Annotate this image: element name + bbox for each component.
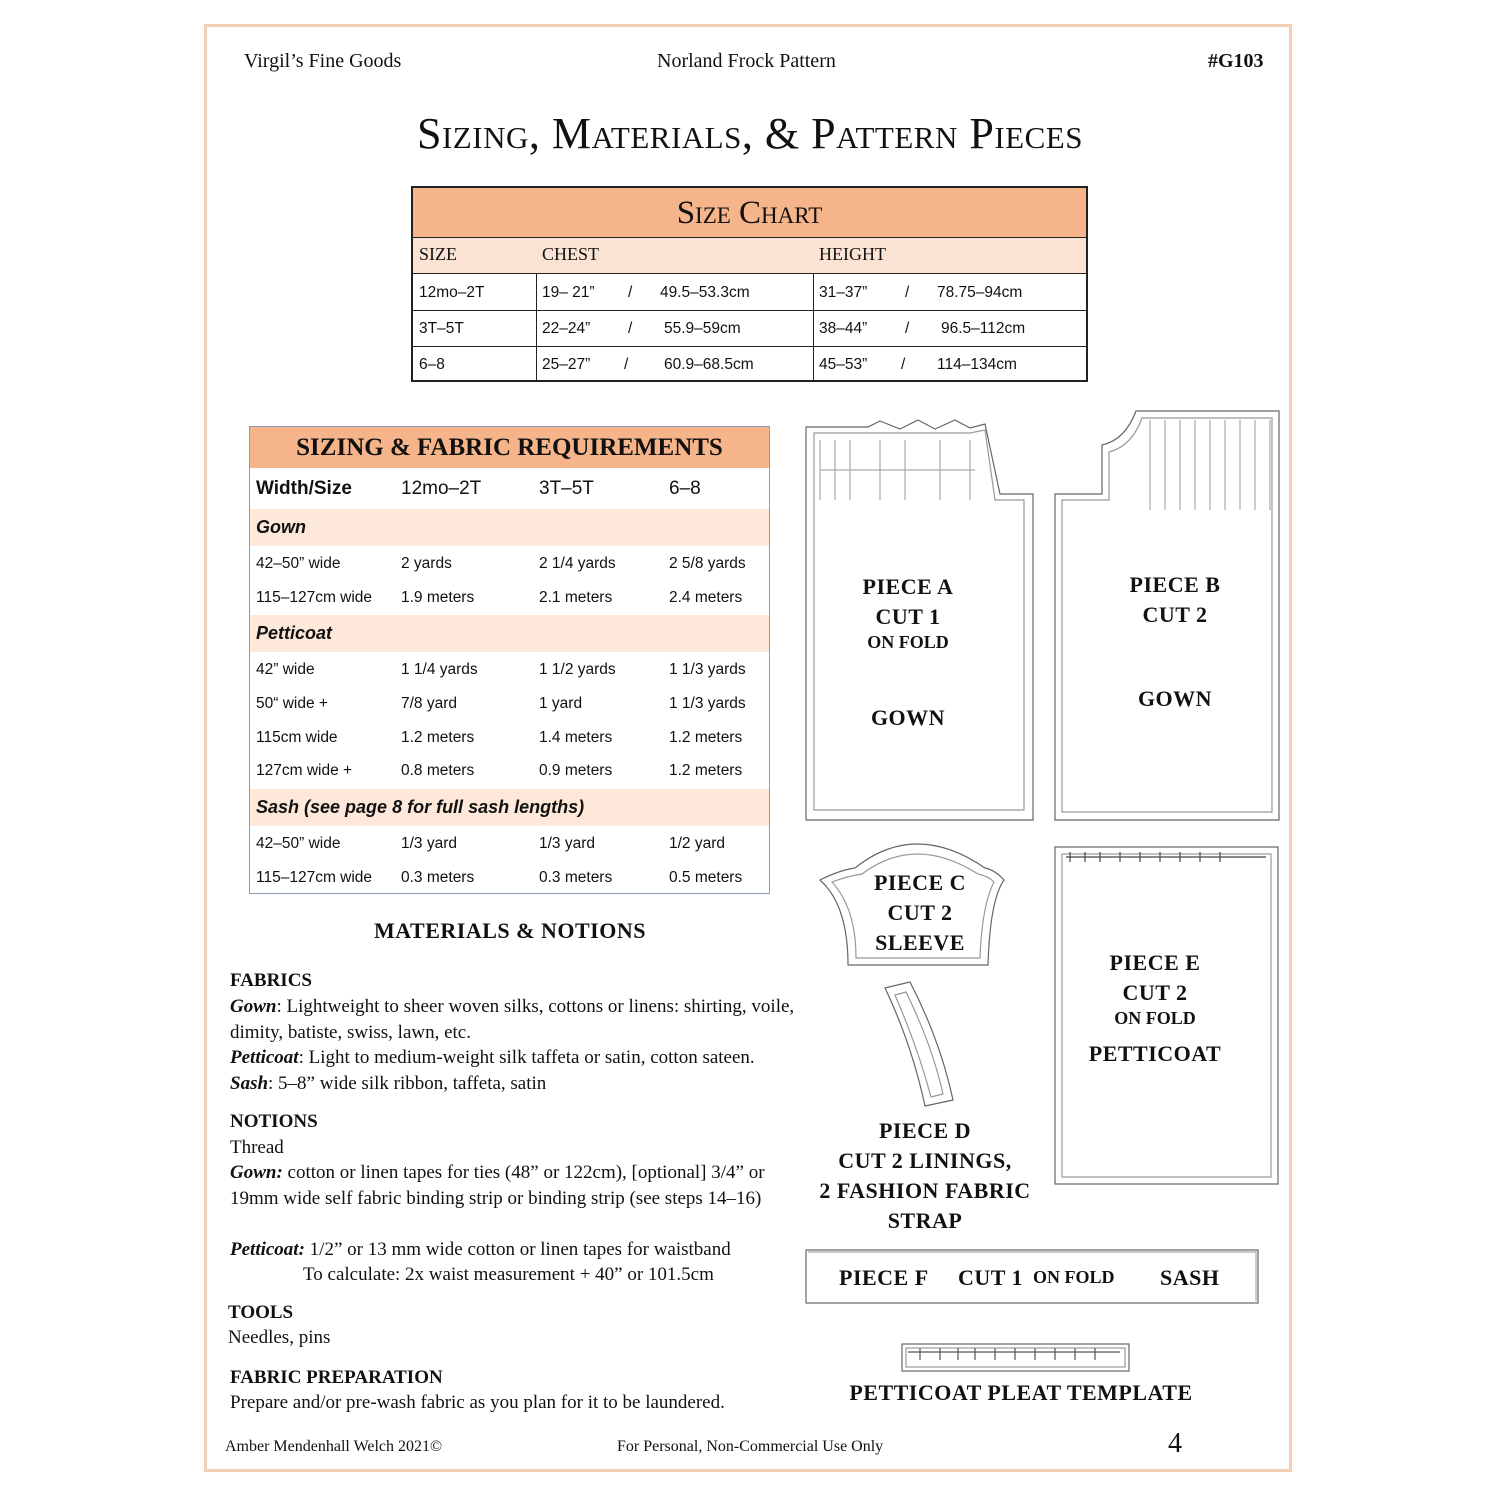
value-cell: 1/3 yard	[539, 835, 596, 852]
value-cell: 0.3 meters	[401, 869, 475, 886]
size-cell: 6–8	[419, 356, 445, 373]
height-in-cell: 45–53”	[819, 356, 868, 373]
width-cell: 50“ wide +	[256, 695, 328, 712]
value-cell: 1/2 yard	[669, 835, 726, 852]
value-cell: 1.9 meters	[401, 589, 475, 606]
chest-cm-cell: 60.9–68.5cm	[664, 356, 754, 373]
value-cell: 1 1/4 yards	[401, 661, 478, 678]
height-in-cell: 38–44”	[819, 320, 868, 337]
piece-a-garment: GOWN	[870, 705, 946, 730]
notions-gown-label: Gown:	[230, 1162, 283, 1183]
pleat-template-outline	[902, 1344, 1129, 1371]
piece-a-name: PIECE A	[862, 574, 954, 599]
chest-in-cell: 25–27”	[542, 356, 591, 373]
value-cell: 1/3 yard	[401, 835, 458, 852]
header-size-1: 12mo–2T	[401, 478, 482, 499]
notions-petticoat-text: 1/2” or 13 mm wide cotton or linen tapes for waistband	[304, 1239, 731, 1260]
prep-text: Prepare and/or pre-wash fabric as you plan for it to be laundered.	[230, 1392, 725, 1413]
height-cm-cell: 78.75–94cm	[937, 284, 1023, 301]
piece-c-cut: CUT 2	[887, 900, 953, 925]
separator: /	[901, 356, 906, 373]
page-number: 4	[1168, 1428, 1182, 1459]
piece-f-garment: SASH	[1160, 1265, 1220, 1290]
pattern-name: Norland Frock Pattern	[657, 50, 836, 72]
size-cell: 12mo–2T	[419, 284, 485, 301]
chest-cm-cell: 55.9–59cm	[664, 320, 741, 337]
notions-thread: Thread	[230, 1137, 284, 1158]
height-in-cell: 31–37”	[819, 284, 868, 301]
separator: /	[624, 356, 629, 373]
value-cell: 1 1/3 yards	[669, 695, 746, 712]
width-cell: 115–127cm wide	[256, 589, 373, 606]
value-cell: 7/8 yard	[401, 695, 458, 712]
piece-f-cut: CUT 1	[958, 1265, 1024, 1290]
footer-usage: For Personal, Non-Commercial Use Only	[617, 1438, 884, 1455]
piece-f-fold: ON FOLD	[1033, 1267, 1115, 1287]
chest-in-cell: 19– 21”	[542, 284, 595, 301]
height-cm-cell: 96.5–112cm	[941, 320, 1026, 337]
tools-heading: TOOLS	[228, 1302, 294, 1323]
pleat-template-label: PETTICOAT PLEAT TEMPLATE	[849, 1380, 1193, 1405]
height-cm-cell: 114–134cm	[937, 356, 1017, 373]
value-cell: 2 1/4 yards	[539, 555, 616, 572]
width-cell: 42–50” wide	[256, 555, 341, 572]
size-cell: 3T–5T	[419, 320, 464, 337]
header-height: HEIGHT	[819, 244, 886, 264]
header-size: SIZE	[419, 244, 457, 264]
value-cell: 1.2 meters	[669, 762, 743, 779]
value-cell: 0.5 meters	[669, 869, 743, 886]
piece-c-garment: SLEEVE	[875, 930, 965, 955]
gown-text: : Lightweight to sheer woven silks, cottons or linens: shirting, voile, dimity, batiste, swiss, lawn, etc.	[230, 996, 795, 1043]
size-chart-title: Size Chart	[413, 188, 1086, 238]
piece-a-fold: ON FOLD	[867, 632, 949, 652]
value-cell: 0.3 meters	[539, 869, 613, 886]
piece-e-fold: ON FOLD	[1114, 1008, 1196, 1028]
section-label: Sash (see page 8 for full sash lengths)	[256, 797, 585, 817]
piece-e-label	[1055, 948, 1255, 1069]
piece-b-name: PIECE B	[1129, 572, 1221, 597]
value-cell: 1 yard	[539, 695, 583, 712]
chest-cm-cell: 49.5–53.3cm	[660, 284, 750, 301]
piece-d-outline	[885, 982, 953, 1106]
piece-e-cut: CUT 2	[1122, 980, 1188, 1005]
separator: /	[628, 284, 633, 301]
width-cell: 127cm wide +	[256, 762, 353, 779]
width-cell: 115cm wide	[256, 729, 338, 746]
piece-d-name: PIECE D	[878, 1118, 972, 1143]
header-size-3: 6–8	[669, 478, 701, 499]
value-cell: 1 1/2 yards	[539, 661, 616, 678]
value-cell: 2 yards	[401, 555, 452, 572]
value-cell: 0.9 meters	[539, 762, 613, 779]
chest-in-cell: 22–24”	[542, 320, 591, 337]
footer-author: Amber Mendenhall Welch 2021©	[225, 1438, 443, 1455]
notions-calculation: To calculate: 2x waist measurement + 40” or 101.5cm	[303, 1264, 714, 1285]
separator: /	[905, 320, 910, 337]
pattern-code: #G103	[1208, 50, 1264, 72]
value-cell: 2.4 meters	[669, 589, 743, 606]
width-cell: 115–127cm wide	[256, 869, 373, 886]
piece-b-cut: CUT 2	[1142, 602, 1208, 627]
width-cell: 42” wide	[256, 661, 315, 678]
sash-text: : 5–8” wide silk ribbon, taffeta, satin	[268, 1073, 547, 1094]
sash-label: Sash	[230, 1073, 269, 1094]
piece-e-garment: PETTICOAT	[1088, 1041, 1222, 1066]
brand-name: Virgil’s Fine Goods	[244, 50, 402, 72]
value-cell: 0.8 meters	[401, 762, 475, 779]
piece-a-label	[806, 572, 1010, 733]
piece-b-garment: GOWN	[1137, 686, 1213, 711]
page-title: Sizing, Materials, & Pattern Pieces	[417, 109, 1083, 158]
separator: /	[905, 284, 910, 301]
petticoat-text: : Light to medium-weight silk taffeta or satin, cotton sateen.	[298, 1047, 755, 1068]
header-chest: CHEST	[542, 244, 600, 264]
fabrics-heading: FABRICS	[230, 970, 312, 991]
value-cell: 2 5/8 yards	[669, 555, 746, 572]
notions-gown-text: cotton or linen tapes for ties (48” or 122cm), [optional] 3/4” or 19mm wide self fabric binding strip or binding strip (see steps 14–16)	[230, 1162, 765, 1209]
piece-d-cut: CUT 2 LININGS,	[838, 1148, 1012, 1173]
petticoat-label: Petticoat	[230, 1047, 299, 1068]
fabric-table-title: SIZING & FABRIC REQUIREMENTS	[250, 427, 769, 468]
value-cell: 2.1 meters	[539, 589, 613, 606]
section-label: Petticoat	[256, 623, 333, 643]
notions-petticoat-label: Petticoat:	[230, 1239, 305, 1260]
value-cell: 1.2 meters	[401, 729, 475, 746]
piece-c-label	[820, 868, 1020, 958]
piece-f-name: PIECE F	[839, 1265, 929, 1290]
tools-text: Needles, pins	[228, 1327, 331, 1348]
materials-title: MATERIALS & NOTIONS	[374, 918, 646, 943]
piece-d-cut2: 2 FASHION FABRIC	[819, 1178, 1031, 1203]
header-size-2: 3T–5T	[539, 478, 594, 499]
piece-c-name: PIECE C	[873, 870, 967, 895]
notions-heading: NOTIONS	[230, 1111, 318, 1132]
prep-heading: FABRIC PREPARATION	[230, 1367, 443, 1388]
piece-a-cut: CUT 1	[875, 604, 941, 629]
gown-label: Gown	[230, 996, 277, 1017]
section-label: Gown	[256, 517, 306, 537]
piece-d-label	[800, 1116, 1050, 1236]
piece-d-garment: STRAP	[887, 1208, 963, 1233]
separator: /	[628, 320, 633, 337]
piece-b-label	[1070, 570, 1280, 714]
value-cell: 1 1/3 yards	[669, 661, 746, 678]
piece-e-name: PIECE E	[1109, 950, 1201, 975]
value-cell: 1.4 meters	[539, 729, 613, 746]
value-cell: 1.2 meters	[669, 729, 743, 746]
width-cell: 42–50” wide	[256, 835, 341, 852]
header-width-size: Width/Size	[256, 478, 352, 499]
